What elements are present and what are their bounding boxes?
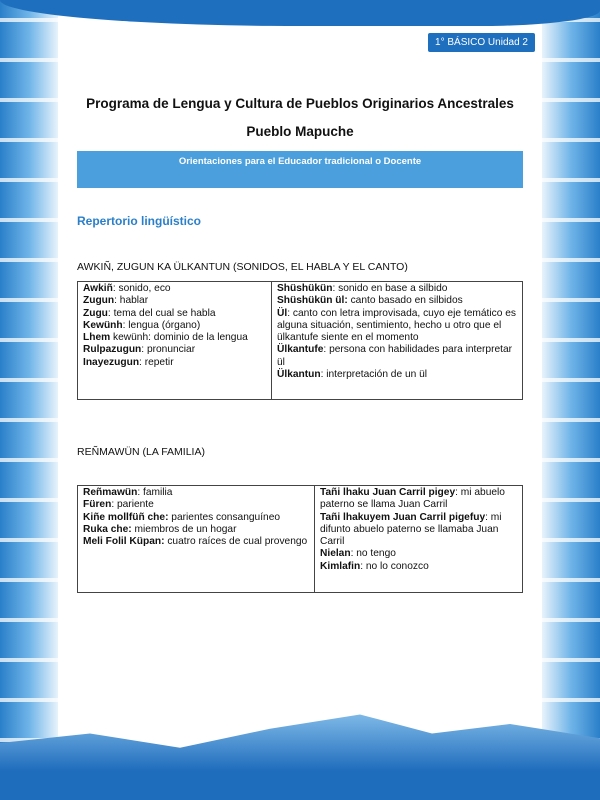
entry-term: Shüshükün ül: xyxy=(277,295,348,307)
document-title: Programa de Lengua y Cultura de Pueblos Originarios Ancestrales xyxy=(86,96,514,111)
entry-term: Ülkantufe xyxy=(277,344,324,356)
section-banner: Orientaciones para el Educador tradicional o Docente xyxy=(77,151,523,188)
entry-term: Inayezugun xyxy=(83,356,140,368)
vocabulary-entry xyxy=(83,344,266,356)
vocabulary-entry xyxy=(83,283,266,295)
decorative-border-right xyxy=(542,0,600,800)
entry-definition: miembros de un hogar xyxy=(131,523,237,535)
entry-definition: : no tengo xyxy=(350,548,396,560)
entry-definition: : canto con letra improvisada, cuyo eje temático es alguna situación, sentimiento, hecho u otro que el ülkantufe siente en el momento xyxy=(277,307,516,344)
vocabulary-table-family xyxy=(77,485,523,593)
entry-term: Ruka che: xyxy=(83,523,132,535)
entry-term: Zugun xyxy=(83,295,115,307)
entry-term: Kimlafin xyxy=(320,560,361,572)
entry-term: Ülkantun xyxy=(277,369,321,381)
document-subtitle: Pueblo Mapuche xyxy=(246,124,354,139)
entry-term: Füren xyxy=(83,499,112,511)
vocabulary-entry xyxy=(83,295,266,307)
entry-definition: : no lo conozco xyxy=(360,560,429,572)
table1-left-cell xyxy=(78,282,272,400)
section-heading: Repertorio lingüístico xyxy=(77,214,202,228)
entry-definition: : sonido, eco xyxy=(112,283,171,294)
vocabulary-entry xyxy=(277,283,517,295)
table1-heading: AWKIÑ, ZUGUN KA ÜLKANTUN (SONIDOS, EL HABLA Y EL CANTO) xyxy=(77,261,408,273)
header-wave xyxy=(0,0,600,26)
vocabulary-entry xyxy=(83,499,309,511)
entry-definition: : lengua (órgano) xyxy=(122,319,201,331)
entry-term: Tañi lhakuyem Juan Carril pigefuy xyxy=(320,511,486,523)
vocabulary-entry xyxy=(320,512,517,549)
vocabulary-entry xyxy=(83,320,266,332)
entry-term: Meli Folil Küpan: xyxy=(83,536,165,548)
entry-definition: canto basado en silbidos xyxy=(347,295,463,307)
entry-definition: : persona con habilidades para interpretar ül xyxy=(277,344,513,368)
entry-definition: parientes consanguíneo xyxy=(168,511,281,523)
entry-term: Zugu xyxy=(83,307,108,319)
vocabulary-entry xyxy=(320,548,517,560)
table1-right-cell xyxy=(272,282,523,400)
decorative-border-left xyxy=(0,0,58,800)
entry-definition: : mi difunto abuelo paterno se llamaba Juan Carril xyxy=(320,511,502,548)
vocabulary-table-sounds xyxy=(77,281,523,400)
vocabulary-entry xyxy=(83,512,309,524)
grade-unit-badge: 1° BÁSICO Unidad 2 xyxy=(428,33,535,52)
table2-left-cell xyxy=(78,486,315,593)
vocabulary-entry xyxy=(277,344,517,369)
entry-definition: : pariente xyxy=(111,499,154,511)
entry-term: Kewünh xyxy=(83,319,123,331)
entry-term: Rulpazugun xyxy=(83,344,142,356)
entry-definition: : mi abuelo paterno se llama Juan Carril xyxy=(320,487,505,511)
entry-term: Shüshükün xyxy=(277,283,333,294)
entry-definition: : sonido en base a silbido xyxy=(332,283,448,294)
footer-landscape xyxy=(0,705,600,800)
entry-term: Ül xyxy=(277,307,288,319)
entry-term: Tañi lhaku Juan Carril pigey xyxy=(320,487,456,498)
entry-term: Awkiñ xyxy=(83,283,113,294)
entry-definition: : repetir xyxy=(139,356,174,368)
entry-definition: cuatro raíces de cual provengo xyxy=(164,536,308,548)
vocabulary-entry xyxy=(320,561,517,573)
vocabulary-entry xyxy=(83,357,266,369)
table2-right-cell xyxy=(315,486,523,593)
entry-definition: : pronunciar xyxy=(141,344,196,356)
entry-definition: : interpretación de un ül xyxy=(320,369,428,381)
entry-definition: : tema del cual se habla xyxy=(107,307,216,319)
vocabulary-entry xyxy=(277,295,517,307)
vocabulary-entry xyxy=(277,308,517,345)
vocabulary-entry xyxy=(83,308,266,320)
vocabulary-entry xyxy=(320,487,517,512)
entry-definition: : hablar xyxy=(114,295,149,307)
entry-term: Nielan xyxy=(320,548,351,560)
entry-definition: : familia xyxy=(137,487,173,498)
entry-term: Reñmawün xyxy=(83,487,138,498)
entry-term: Kiñe mollfüñ che: xyxy=(83,511,169,523)
vocabulary-entry xyxy=(277,369,517,381)
vocabulary-entry xyxy=(83,524,309,536)
table2-heading: REÑMAWÜN (LA FAMILIA) xyxy=(77,446,205,458)
vocabulary-entry xyxy=(83,487,309,499)
entry-definition: kewünh: dominio de la lengua xyxy=(110,332,248,344)
vocabulary-entry xyxy=(83,332,266,344)
entry-term: Lhem xyxy=(83,332,111,344)
vocabulary-entry xyxy=(83,536,309,548)
